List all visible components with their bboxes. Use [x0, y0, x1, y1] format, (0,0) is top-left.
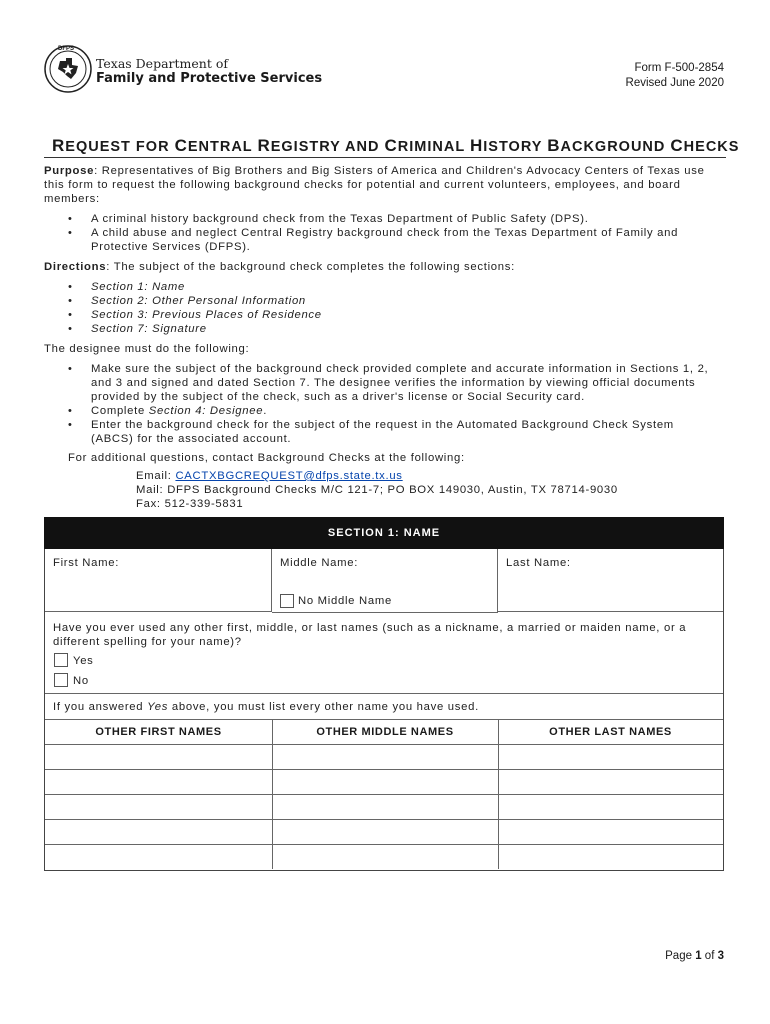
- no-checkbox[interactable]: [54, 673, 68, 687]
- contact-email-line: Email: CACTXBGCREQUEST@dfps.state.tx.us: [136, 470, 403, 482]
- list-item: • Section 1: Name: [44, 280, 724, 294]
- middle-name-label: Middle Name:: [280, 557, 359, 569]
- first-name-label: First Name:: [53, 557, 120, 569]
- document-title: REQUEST FOR CENTRAL REGISTRY AND CRIMINAL HISTORY BACKGROUND CHECKS: [52, 136, 740, 155]
- last-name-field[interactable]: [498, 549, 723, 612]
- list-item: • Enter the background check for the subject of the request in the Automated Background Check System (ABCS) for the associated account.: [44, 418, 724, 446]
- directions-text: : The subject of the background check completes the following sections:: [106, 261, 515, 273]
- section1-table: [44, 549, 724, 871]
- other-names-question-text: Have you ever used any other first, middle, or last names (such as a nickname, a married or maiden name, or a different spelling for your name)?: [53, 622, 687, 648]
- col-other-last: OTHER LAST NAMES: [549, 726, 672, 738]
- other-names-header-row: [45, 720, 723, 745]
- middle-name-field[interactable]: [272, 549, 498, 612]
- revised-date: Revised June 2020: [625, 77, 724, 89]
- page-number: Page 1 of 3: [665, 950, 724, 962]
- agency-name: [96, 56, 322, 86]
- contact-fax: Fax: 512-339-5831: [136, 498, 244, 510]
- table-row[interactable]: [45, 820, 723, 845]
- title-rule: [44, 157, 726, 158]
- list-item: • Complete Section 4: Designee.: [44, 404, 724, 418]
- last-name-label: Last Name:: [506, 557, 571, 569]
- directions-paragraph: [44, 260, 724, 274]
- no-middle-name-checkbox[interactable]: [280, 594, 294, 608]
- email-link[interactable]: CACTXBGCREQUEST@dfps.state.tx.us: [175, 470, 403, 482]
- table-row[interactable]: [45, 795, 723, 820]
- directions-label: Directions: [44, 261, 107, 273]
- contact-mail: Mail: DFPS Background Checks M/C 121-7; PO BOX 149030, Austin, TX 78714-9030: [136, 484, 618, 496]
- directions-list: [44, 280, 724, 336]
- no-label: No: [73, 675, 89, 687]
- purpose-list: [44, 212, 724, 254]
- purpose-text: : Representatives of Big Brothers and Big Sisters of America and Children's Advocacy Centers of Texas use this form to request the following background checks for potential and current volunteers, employees, and board members:: [44, 165, 705, 205]
- list-item: • Section 3: Previous Places of Residence: [44, 308, 724, 322]
- no-middle-name-label: No Middle Name: [298, 595, 392, 607]
- form-number: Form F-500-2854: [634, 62, 724, 74]
- section1-header: SECTION 1: NAME: [44, 517, 724, 549]
- seal-text: DFPS: [58, 46, 75, 52]
- list-item: • A child abuse and neglect Central Registry background check from the Texas Department of Family and Protective Services (DFPS).: [44, 226, 724, 254]
- dfps-seal-logo: [44, 45, 92, 93]
- designee-list: [44, 362, 724, 446]
- designee-intro: The designee must do the following:: [44, 343, 250, 355]
- table-row[interactable]: [45, 770, 723, 795]
- list-item: • Section 2: Other Personal Information: [44, 294, 724, 308]
- first-name-field[interactable]: [45, 549, 272, 612]
- agency-line1: Texas Department of: [96, 56, 228, 71]
- list-item: • A criminal history background check from the Texas Department of Public Safety (DPS).: [44, 212, 724, 226]
- other-names-instruction: If you answered Yes above, you must list every other name you have used.: [45, 694, 723, 720]
- form-id: [626, 61, 724, 91]
- yes-checkbox[interactable]: [54, 653, 68, 667]
- purpose-paragraph: [44, 164, 724, 206]
- purpose-label: Purpose: [44, 165, 95, 177]
- table-row[interactable]: [45, 845, 723, 870]
- contact-intro: For additional questions, contact Background Checks at the following:: [68, 452, 465, 464]
- other-names-question: [45, 613, 723, 694]
- col-other-first: OTHER FIRST NAMES: [95, 726, 222, 738]
- table-row[interactable]: [45, 745, 723, 770]
- list-item: • Make sure the subject of the background check provided complete and accurate information in Sections 1, 2, and 3 and signed and dated Section 7. The designee verifies the information by viewing official documents provided by the subject of the check, such as a driver's license or Social Security card.: [44, 362, 724, 404]
- agency-line2: Family and Protective Services: [96, 71, 323, 86]
- col-other-middle: OTHER MIDDLE NAMES: [316, 726, 454, 738]
- yes-label: Yes: [73, 655, 94, 667]
- list-item: • Section 7: Signature: [44, 322, 724, 336]
